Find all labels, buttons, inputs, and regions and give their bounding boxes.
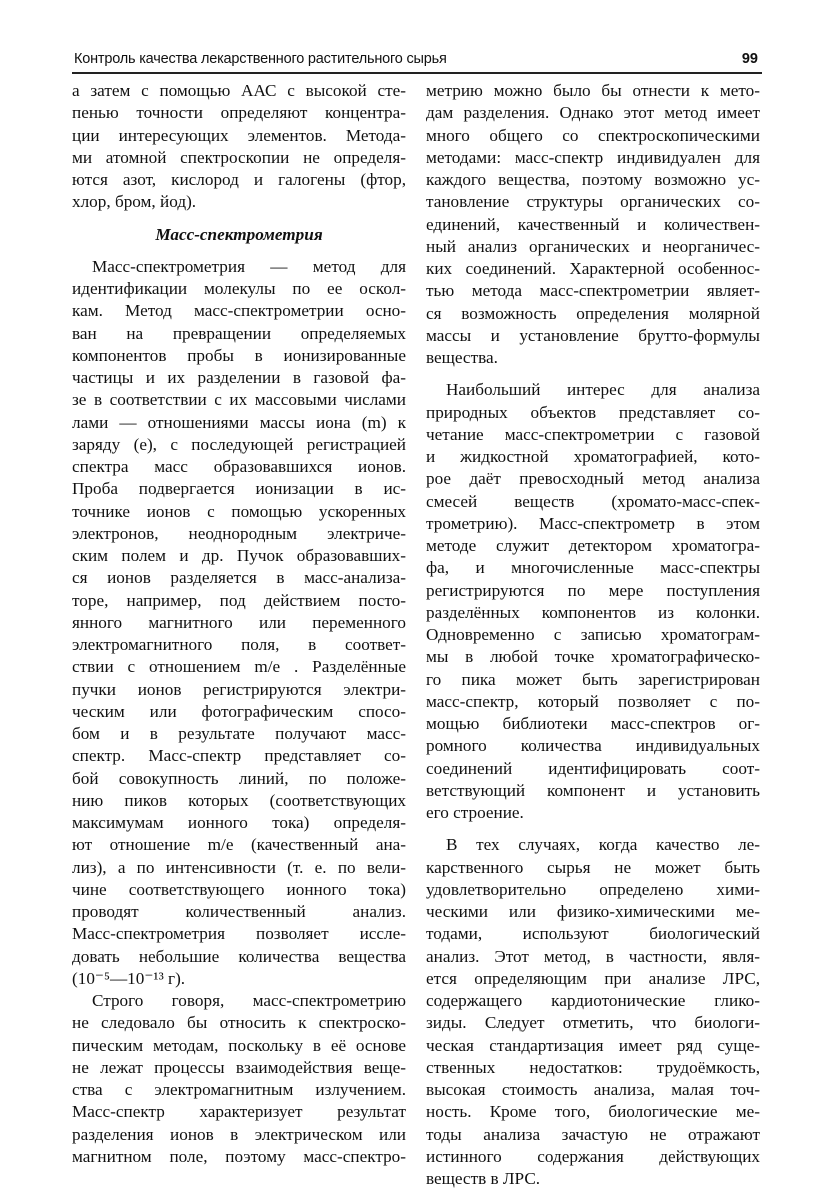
text-line: Строго говоря, масс-спектрометрию	[92, 991, 406, 1010]
text-line: пенью точности определяют концентра-	[72, 103, 406, 123]
text-line: тодами, используют биологический	[426, 924, 760, 944]
text-line: го пика может быть зарегистрирован	[426, 669, 760, 689]
text-line: ствии с отношением m/e . Разделённые	[72, 657, 406, 677]
text-line: тоды анализа зачастую не отражают	[426, 1124, 760, 1144]
text-line: содержащего кардиотонические глико-	[426, 991, 760, 1010]
text-line: ческая стандартизация имеет ряд суще-	[426, 1035, 760, 1055]
text-line: зе в соответствии с их массовыми числами	[72, 390, 406, 410]
text-line: анализ. Этот метод, в частности, явля-	[426, 946, 760, 966]
text-line: а затем с помощью ААС с высокой сте-	[72, 81, 406, 100]
text-line: ми атомной спектроскопии не определя-	[72, 147, 406, 167]
text-line: (10⁻⁵—10⁻¹³ г).	[72, 968, 186, 988]
text-line: смесей веществ (хромато-масс-спек-	[426, 491, 760, 511]
text-line: рое даёт превосходный метод анализа	[426, 469, 760, 489]
text-line: пучки ионов регистрируются электри-	[72, 679, 406, 699]
text-line: заряду (e), с последующей регистрацией	[72, 434, 406, 454]
text-line: Масс-спектрометрия — метод для	[92, 256, 406, 276]
text-line: веществ в ЛРС.	[426, 1169, 541, 1188]
text-line: природных объектов представляет со-	[426, 402, 760, 422]
text-line: метрию можно было бы отнести к мето-	[426, 81, 760, 100]
text-line: зиды. Следует отметить, что биологи-	[426, 1013, 760, 1033]
text-line: ся возможность определения молярной	[426, 303, 760, 323]
page-number: 99	[741, 51, 758, 67]
text-line: Проба подвергается ионизации в ис-	[72, 479, 406, 499]
running-header-title: Контроль качества лекарственного растительного сырья	[74, 51, 447, 67]
text-line: нию пиков которых (соответствующих	[72, 790, 406, 810]
text-line: вещества.	[426, 348, 498, 367]
left-column	[72, 80, 406, 1168]
text-line: мы в любой точке хроматографическо-	[426, 647, 760, 667]
text-line: Наибольший интерес для анализа	[446, 380, 760, 400]
text-line: ный анализ органических и неорганичес-	[426, 236, 760, 256]
text-line: ется определяющим при анализе ЛРС,	[426, 968, 760, 988]
text-line: тановление структуры органических со-	[426, 192, 760, 212]
text-line: единений, качественный и количествен-	[426, 214, 760, 234]
text-line: спектр. Масс-спектр представляет со-	[72, 746, 406, 766]
text-line: не лежат процессы взаимодействия веще-	[72, 1057, 406, 1077]
text-line: ческими или физико-химическими ме-	[426, 902, 760, 921]
text-line: каждого вещества, поэтому возможно ус-	[426, 170, 760, 189]
text-line: Масс-спектрометрия позволяет иссле-	[72, 924, 406, 944]
text-line: довать небольшие количества вещества	[72, 946, 406, 966]
text-line: ции интересующих элементов. Метода-	[72, 125, 406, 145]
text-line: пическим методам, поскольку в её основе	[72, 1035, 406, 1055]
running-header	[72, 48, 762, 74]
text-line: высокая стоимость анализа, малая точ-	[426, 1080, 760, 1099]
text-line: электронов, неоднородным электриче-	[72, 523, 406, 543]
text-line: бой совокупность линий, по положе-	[72, 768, 406, 788]
text-line: компонентов пробы в ионизированные	[72, 345, 406, 365]
text-line: В тех случаях, когда качество ле-	[446, 835, 760, 855]
text-line: ческим или фотографическим спосо-	[72, 701, 406, 721]
text-line: торе, например, под действием посто-	[72, 590, 406, 610]
text-line: ромного количества индивидуальных	[426, 736, 760, 756]
text-line: ственных недостатков: трудоёмкость,	[426, 1057, 760, 1077]
text-line: спектра масс образовавшихся ионов.	[72, 457, 406, 476]
text-line: удовлетворительно определено хими-	[426, 879, 760, 899]
text-line: максимумам ионного тока) определя-	[72, 813, 406, 832]
text-line: ским полем и др. Пучок образовавших-	[72, 546, 406, 565]
text-line: соединений идентифицировать соот-	[426, 758, 760, 778]
text-line: бом и в результате получают масс-	[72, 724, 406, 743]
text-line: электромагнитного поля, в соответ-	[72, 635, 406, 654]
text-line: и жидкостной хроматографией, кото-	[426, 447, 760, 466]
text-line: ветствующий компонент и установить	[426, 780, 760, 800]
text-line: Одновременно с записью хроматограм-	[426, 625, 760, 644]
text-line: разделённых компонентов из колонки.	[426, 602, 760, 622]
text-line: дам разделения. Однако этот метод имеет	[426, 103, 760, 123]
text-line: много общего со спектроскопическими	[426, 125, 760, 145]
text-line: ся ионов разделяется в масс-анализа-	[72, 568, 406, 588]
text-line: Масс-спектр характеризует результат	[72, 1102, 406, 1122]
text-line: фа, и многочисленные масс-спектры	[426, 558, 760, 578]
text-line: методе служит детектором хроматогра-	[426, 536, 760, 555]
text-line: чине соответствующего ионного тока)	[72, 879, 406, 899]
text-line: массы и установление брутто-формулы	[426, 325, 760, 345]
text-line: тью метода масс-спектрометрии являет-	[426, 281, 760, 301]
text-line: проводят количественный анализ.	[72, 902, 406, 921]
text-line: магнитном поле, поэтому масс-спектро-	[72, 1146, 406, 1166]
text-line: кам. Метод масс-спектрометрии осно-	[72, 301, 406, 321]
text-line: трометрию). Масс-спектрометр в этом	[426, 513, 760, 533]
section-heading: Масс-спектрометрия	[155, 224, 323, 244]
text-line: ких соединений. Характерной особеннос-	[426, 259, 760, 278]
text-line: его строение.	[426, 803, 524, 822]
text-line: частицы и их разделении в газовой фа-	[72, 368, 406, 387]
text-line: идентификации молекулы по ее оскол-	[72, 279, 406, 298]
right-column	[426, 80, 760, 1190]
text-line: ются азот, кислород и галогены (фтор,	[72, 170, 406, 189]
text-line: хлор, бром, йод).	[72, 192, 197, 212]
text-line: ства с электромагнитным излучением.	[72, 1080, 406, 1099]
text-line: истинного содержания действующих	[426, 1146, 760, 1166]
text-line: методами: масс-спектр индивидуален для	[426, 147, 760, 167]
text-line: разделения ионов в электрическом или	[72, 1124, 406, 1144]
text-line: масс-спектр, который позволяет с по-	[426, 691, 760, 711]
text-line: регистрируются по мере поступления	[426, 580, 760, 600]
text-line: янного магнитного или переменного	[72, 612, 406, 632]
text-line: ван на превращении определяемых	[72, 323, 406, 343]
text-line: лами — отношениями массы иона (m) к	[72, 412, 406, 432]
text-line: карственного сырья не может быть	[426, 857, 760, 877]
text-line: четание масс-спектрометрии с газовой	[426, 424, 760, 444]
text-line: точнике ионов с помощью ускоренных	[72, 501, 406, 521]
text-line: мощью библиотеки масс-спектров ог-	[426, 714, 760, 733]
text-line: не следовало бы относить к спектроско-	[72, 1013, 406, 1033]
text-line: лиз), а по интенсивности (т. е. по вели-	[72, 857, 406, 877]
text-line: ют отношение m/e (качественный ана-	[72, 835, 406, 855]
text-line: ность. Кроме того, биологические ме-	[426, 1102, 760, 1122]
